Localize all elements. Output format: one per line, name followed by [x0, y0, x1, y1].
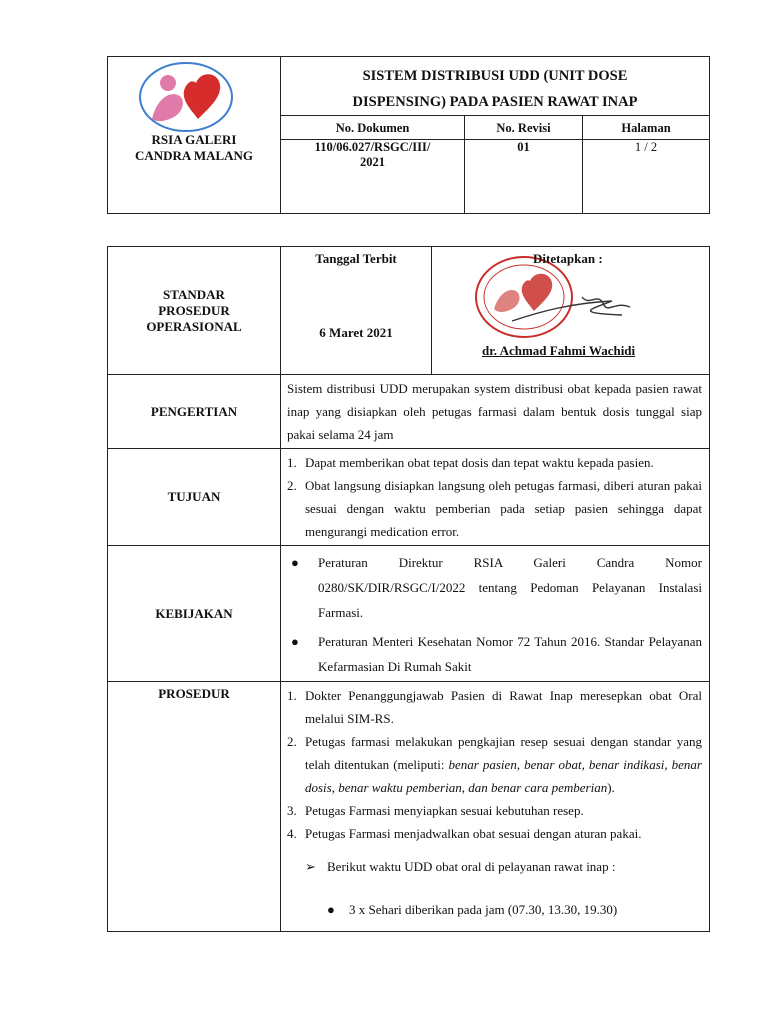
prosedur-content [281, 682, 710, 932]
issue-date-cell [281, 247, 432, 375]
list-item: ● Peraturan Direktur RSIA Galeri Candra Nomor 0280/SK/DIR/RSGC/I/2022 tentang Pedoman Pelayanan Instalasi Farmasi. [287, 550, 702, 625]
issue-date-value: 6 Maret 2021 [319, 325, 393, 340]
pengertian-label: PENGERTIAN [108, 375, 281, 449]
bullet-icon: ● [291, 634, 299, 649]
document-header [107, 56, 710, 214]
bullet-icon: ● [327, 902, 335, 917]
arrow-bullet-icon: ➢ [305, 859, 316, 874]
list-item: ➢ Berikut waktu UDD obat oral di pelayanan rawat inap : [287, 855, 702, 878]
sop-table [107, 246, 710, 932]
logo-cell [108, 57, 281, 214]
ditetapkan-label: Ditetapkan : [533, 251, 603, 266]
pengertian-text: Sistem distribusi UDD merupakan system distribusi obat kepada pasien rawat inap yang disiapkan oleh petugas farmasi dalam bentuk dosis tunggal siap pakai selama 24 jam [281, 375, 710, 449]
list-item: ● Peraturan Menteri Kesehatan Nomor 72 Tahun 2016. Standar Pelayanan Kefarmasian Di Rumah Sakit [287, 629, 702, 679]
prosedur-label: PROSEDUR [108, 682, 281, 932]
kebijakan-content [281, 546, 710, 682]
signatory-name: dr. Achmad Fahmi Wachidi [482, 343, 636, 358]
page-label: Halaman [583, 116, 710, 140]
document-title: SISTEM DISTRIBUSI UDD (UNIT DOSE DISPENSING) PADA PASIEN RAWAT INAP [281, 57, 710, 116]
list-item: 3. Petugas Farmasi menyiapkan sesuai kebutuhan resep. [287, 803, 584, 818]
tujuan-label: TUJUAN [108, 449, 281, 546]
hospital-logo-icon [138, 61, 244, 133]
page-value: 1 / 2 [583, 140, 710, 214]
hospital-name-line1: RSIA GALERI [151, 132, 237, 147]
doc-no-label: No. Dokumen [281, 116, 465, 140]
tujuan-content [281, 449, 710, 546]
list-item: 1. Dokter Penanggungjawab Pasien di Rawat Inap meresepkan obat Oral melalui SIM-RS. [287, 688, 702, 726]
list-item: 2. Petugas farmasi melakukan pengkajian resep sesuai dengan standar yang telah ditentukan (meliputi: benar pasien, benar obat, benar indikasi, benar dosis, benar waktu pemberian, dan benar cara pemberian). [287, 734, 702, 795]
revision-value: 01 [465, 140, 583, 214]
issue-date-label: Tanggal Terbit [315, 251, 397, 266]
doc-no-value: 110/06.027/RSGC/III/ 2021 [281, 140, 465, 214]
sop-label: STANDAR PROSEDUR OPERASIONAL [108, 247, 281, 375]
bullet-icon: ● [291, 555, 299, 570]
list-item: 2. Obat langsung disiapkan langsung oleh petugas farmasi, diberi aturan pakai sesuai dengan waktu pemberian pada setiap pasien sehingga dapat mengurangi medication error. [287, 478, 702, 539]
revision-label: No. Revisi [465, 116, 583, 140]
list-item: 1. Dapat memberikan obat tepat dosis dan tepat waktu kepada pasien. [287, 455, 654, 470]
kebijakan-label: KEBIJAKAN [108, 546, 281, 682]
hospital-name-line2: CANDRA MALANG [134, 148, 254, 163]
list-item: 4. Petugas Farmasi menjadwalkan obat sesuai dengan aturan pakai. [287, 826, 642, 841]
approval-cell [432, 247, 710, 375]
list-item: ● 3 x Sehari diberikan pada jam (07.30, 13.30, 19.30) [287, 898, 702, 921]
